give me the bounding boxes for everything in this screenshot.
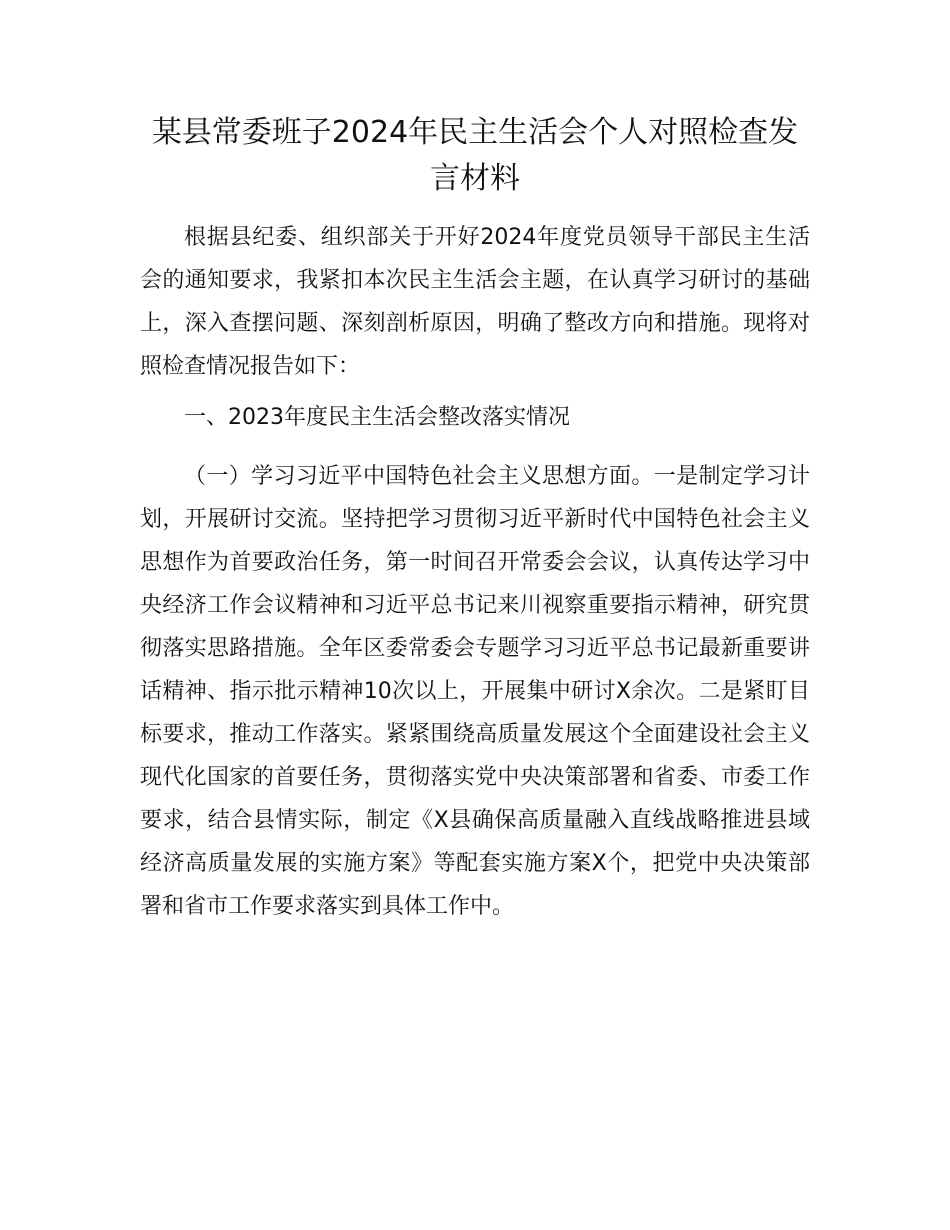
document-title: 某县常委班子2024年民主生活会个人对照检查发言材料 (151, 115, 799, 196)
body-section-heading (140, 396, 810, 439)
body-section-intro (140, 216, 810, 388)
body-section-study (140, 455, 810, 928)
paragraph-intro: 根据县纪委、组织部关于开好2024年度党员领导干部民主生活会的通知要求，我紧扣本次民主生活会主题，在认真学习研讨的基础上，深入查摆问题、深刻剖析原因，明确了整改方向和措施。现将对照检查情况报告如下： (140, 225, 810, 379)
paragraph-study-aspect: （一）学习习近平中国特色社会主义思想方面。一是制定学习计划，开展研讨交流。坚持把学习贯彻习近平新时代中国特色社会主义思想作为首要政治任务，第一时间召开常委会会议，认真传达学习中央经济工作会议精神和习近平总书记来川视察重要指示精神，研究贯彻落实思路措施。全年区委常委会专题学习习近平总书记最新重要讲话精神、指示批示精神10次以上，开展集中研讨X余次。二是紧盯目标要求，推动工作落实。紧紧围绕高质量发展这个全面建设社会主义现代化国家的首要任务，贯彻落实党中央决策部署和省委、市委工作要求，结合县情实际，制定《X县确保高质量融入直线战略推进县域经济高质量发展的实施方案》等配套实施方案X个，把党中央决策部署和省市工作要求落实到具体工作中。 (140, 464, 810, 919)
section-heading-1: 一、2023年度民主生活会整改落实情况 (184, 405, 570, 430)
